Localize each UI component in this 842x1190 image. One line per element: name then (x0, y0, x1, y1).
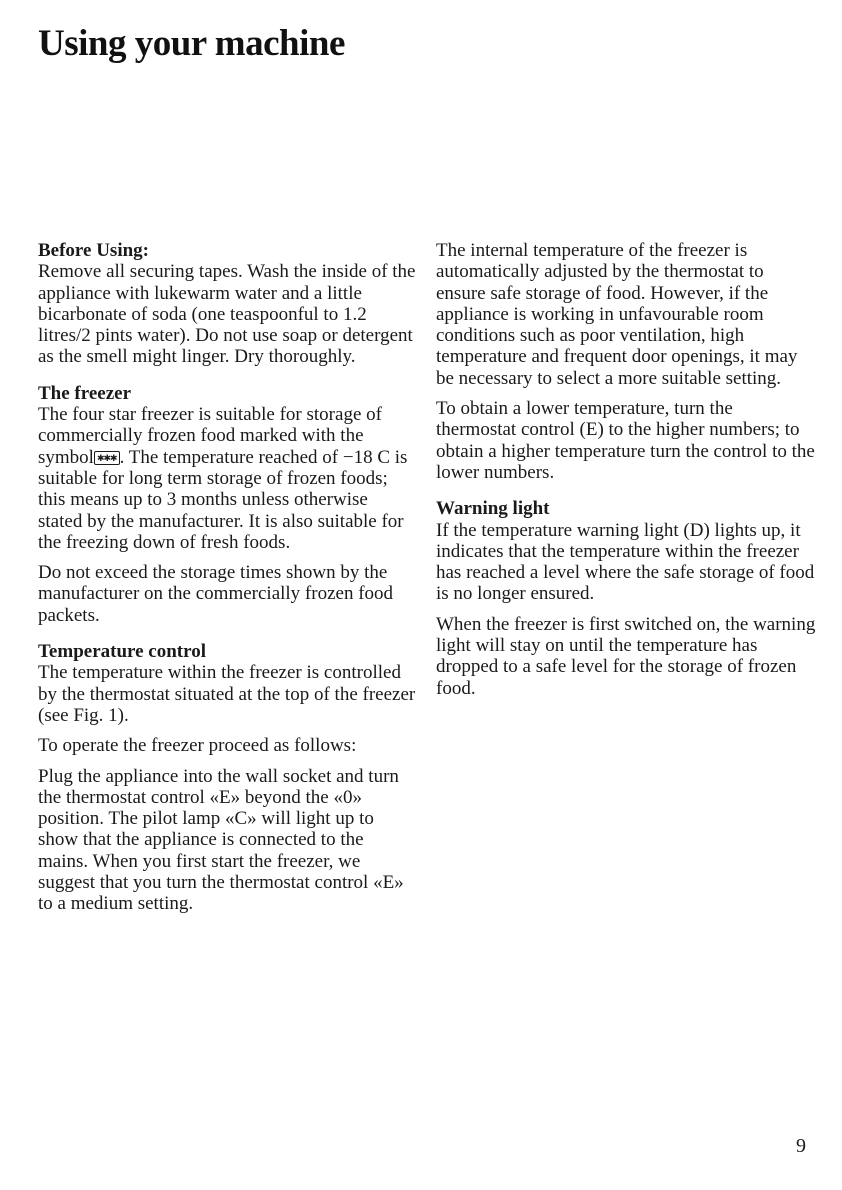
temperature-control-paragraph-2: To operate the freezer proceed as follows: (38, 735, 357, 757)
section-internal-temperature (436, 240, 816, 483)
before-using-paragraph (38, 240, 416, 368)
warning-light-paragraph-1 (436, 498, 816, 604)
warning-light-text: If the temperature warning light (D) lights up, it indicates that the temperature within the freezer has reached a level where the safe storage of food is no longer ensured. (436, 519, 815, 605)
page-number: 9 (796, 1135, 806, 1157)
warning-light-heading: Warning light (436, 498, 550, 520)
temperature-control-paragraph-1 (38, 641, 416, 726)
freezer-text-before-symbol: The four star freezer is suitable for storage of commercially frozen food marked with the symbol (38, 404, 382, 468)
before-using-heading: Before Using: (38, 240, 149, 261)
section-freezer (38, 383, 416, 626)
temperature-control-text: The temperature within the freezer is controlled by the thermostat situated at the top of the freezer (see Fig. 1). (38, 662, 416, 726)
four-star-symbol-icon: ✱✱✱ (94, 451, 120, 465)
right-column (436, 240, 816, 714)
page-title: Using your machine (38, 23, 345, 64)
section-warning-light (436, 498, 816, 699)
freezer-text-after-symbol: . The temperature reached of −18 C is suitable for long term storage of frozen foods; this means up to 3 months unless otherwise stated by the manufacturer. It is also suitable for the freezing down of fresh foods. (38, 446, 408, 553)
temperature-control-heading: Temperature control (38, 641, 206, 663)
freezer-paragraph-1 (38, 383, 416, 553)
temperature-control-paragraph-3: Plug the appliance into the wall socket and turn the thermostat control «E» beyond the «0» position. The pilot lamp «C» will light up to show that the appliance is connected to the mains. When you first start the freezer, we suggest that you turn the thermostat control «E» to a medium setting. (38, 765, 404, 915)
warning-light-paragraph-2: When the freezer is first switched on, the warning light will stay on until the temperature has dropped to a safe level for the storage of frozen food. (436, 613, 816, 699)
internal-temperature-paragraph-1: The internal temperature of the freezer is automatically adjusted by the thermostat to ensure safe storage of food. However, if the appliance is working in unfavourable room conditions such as poor ventilation, high temperature and frequent door openings, it may be necessary to select a more suitable setting. (436, 240, 798, 389)
internal-temperature-paragraph-2: To obtain a lower temperature, turn the thermostat control (E) to the higher numbers; to obtain a higher temperature turn the control to the lower numbers. (436, 398, 815, 483)
freezer-heading: The freezer (38, 382, 132, 404)
before-using-text: Remove all securing tapes. Wash the inside of the appliance with lukewarm water and a little bicarbonate of soda (one teaspoonful to 1.2 litres/2 pints water). Do not use soap or detergent as the smell might linger. Dry thoroughly. (38, 261, 416, 368)
left-column (38, 240, 416, 930)
freezer-paragraph-2: Do not exceed the storage times shown by the manufacturer on the commercially frozen food packets. (38, 562, 394, 626)
section-temperature-control (38, 641, 416, 915)
section-before-using (38, 240, 416, 368)
